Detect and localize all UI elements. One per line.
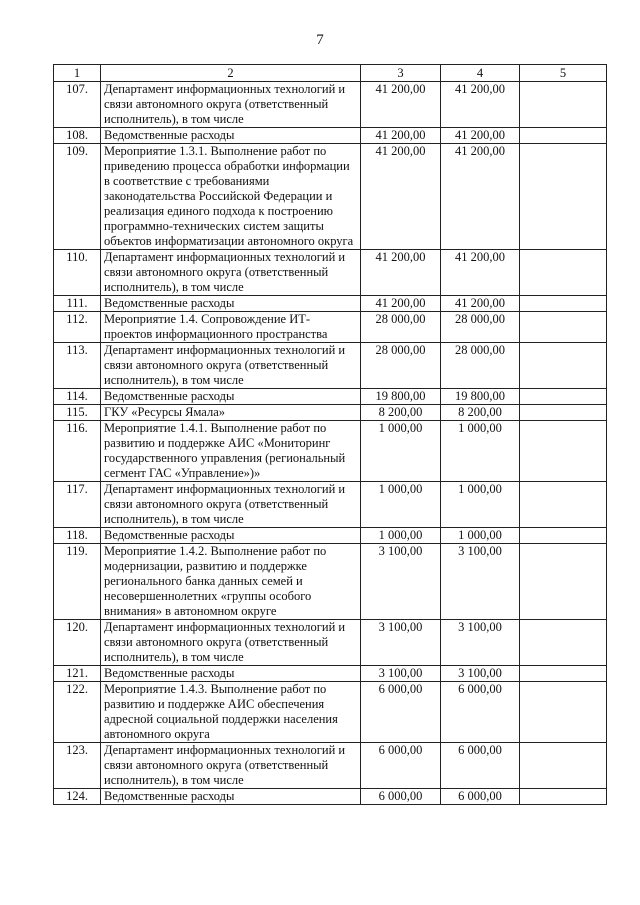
table-row — [54, 482, 607, 528]
table-row — [54, 250, 607, 296]
row-value-col3: 3 100,00 — [361, 544, 441, 620]
table-row — [54, 128, 607, 144]
row-number: 120. — [54, 620, 101, 666]
row-description: ГКУ «Ресурсы Ямала» — [101, 405, 361, 421]
table-row — [54, 312, 607, 343]
row-value-col3: 3 100,00 — [361, 620, 441, 666]
row-value-col4: 3 100,00 — [441, 544, 520, 620]
row-description: Департамент информационных технологий и связи автономного округа (ответственный исполнитель), в том числе — [101, 82, 361, 128]
row-value-col5 — [520, 682, 607, 743]
table-row — [54, 82, 607, 128]
row-value-col4: 41 200,00 — [441, 296, 520, 312]
table-row — [54, 743, 607, 789]
row-description: Мероприятие 1.4. Сопровождение ИТ-проектов информационного пространства — [101, 312, 361, 343]
row-value-col3: 19 800,00 — [361, 389, 441, 405]
row-value-col4: 3 100,00 — [441, 666, 520, 682]
header-cell-4: 4 — [441, 65, 520, 82]
row-number: 113. — [54, 343, 101, 389]
table-row — [54, 528, 607, 544]
row-value-col4: 41 200,00 — [441, 82, 520, 128]
row-value-col4: 6 000,00 — [441, 743, 520, 789]
row-description: Ведомственные расходы — [101, 296, 361, 312]
row-number: 114. — [54, 389, 101, 405]
header-cell-3: 3 — [361, 65, 441, 82]
row-description: Мероприятие 1.4.2. Выполнение работ по модернизации, развитию и поддержке регионального банка данных семей и несовершеннолетних «группы особого внимания» в автономном округе — [101, 544, 361, 620]
table-row — [54, 544, 607, 620]
row-value-col3: 6 000,00 — [361, 682, 441, 743]
row-value-col3: 1 000,00 — [361, 421, 441, 482]
row-description: Департамент информационных технологий и связи автономного округа (ответственный исполнитель), в том числе — [101, 250, 361, 296]
table-row — [54, 682, 607, 743]
row-description: Мероприятие 1.3.1. Выполнение работ по приведению процесса обработки информации в соответствие с требованиями законодательства Российской Федерации и реализация единого подхода к построению программно-технических систем защиты объектов информатизации автономного округа — [101, 144, 361, 250]
row-description: Ведомственные расходы — [101, 528, 361, 544]
row-value-col3: 41 200,00 — [361, 144, 441, 250]
row-description: Департамент информационных технологий и связи автономного округа (ответственный исполнитель), в том числе — [101, 482, 361, 528]
row-number: 110. — [54, 250, 101, 296]
row-value-col3: 41 200,00 — [361, 250, 441, 296]
row-value-col4: 1 000,00 — [441, 528, 520, 544]
row-value-col3: 1 000,00 — [361, 482, 441, 528]
table-row — [54, 389, 607, 405]
budget-table — [53, 64, 607, 805]
row-value-col4: 6 000,00 — [441, 789, 520, 805]
row-value-col5 — [520, 144, 607, 250]
row-value-col4: 3 100,00 — [441, 620, 520, 666]
row-number: 116. — [54, 421, 101, 482]
table-row — [54, 620, 607, 666]
row-value-col5 — [520, 82, 607, 128]
row-number: 124. — [54, 789, 101, 805]
row-number: 112. — [54, 312, 101, 343]
table-row — [54, 144, 607, 250]
row-value-col4: 28 000,00 — [441, 343, 520, 389]
row-value-col5 — [520, 743, 607, 789]
row-number: 118. — [54, 528, 101, 544]
table-row — [54, 296, 607, 312]
row-value-col3: 3 100,00 — [361, 666, 441, 682]
row-value-col5 — [520, 528, 607, 544]
row-value-col4: 41 200,00 — [441, 144, 520, 250]
table-row — [54, 789, 607, 805]
row-value-col3: 1 000,00 — [361, 528, 441, 544]
row-value-col5 — [520, 312, 607, 343]
row-value-col5 — [520, 250, 607, 296]
row-value-col4: 41 200,00 — [441, 128, 520, 144]
row-value-col5 — [520, 421, 607, 482]
row-number: 111. — [54, 296, 101, 312]
row-value-col5 — [520, 666, 607, 682]
table-row — [54, 405, 607, 421]
row-value-col4: 41 200,00 — [441, 250, 520, 296]
header-cell-2: 2 — [101, 65, 361, 82]
row-value-col3: 6 000,00 — [361, 789, 441, 805]
row-number: 109. — [54, 144, 101, 250]
row-description: Ведомственные расходы — [101, 389, 361, 405]
row-description: Департамент информационных технологий и связи автономного округа (ответственный исполнитель), в том числе — [101, 620, 361, 666]
row-number: 123. — [54, 743, 101, 789]
row-value-col4: 19 800,00 — [441, 389, 520, 405]
row-description: Мероприятие 1.4.3. Выполнение работ по развитию и поддержке АИС обеспечения адресной социальной поддержки населения автономного округа — [101, 682, 361, 743]
row-value-col4: 28 000,00 — [441, 312, 520, 343]
row-value-col5 — [520, 620, 607, 666]
row-value-col3: 41 200,00 — [361, 128, 441, 144]
table-row — [54, 421, 607, 482]
row-value-col5 — [520, 789, 607, 805]
row-number: 115. — [54, 405, 101, 421]
row-value-col5 — [520, 482, 607, 528]
header-cell-1: 1 — [54, 65, 101, 82]
row-number: 117. — [54, 482, 101, 528]
table-row — [54, 666, 607, 682]
row-value-col5 — [520, 128, 607, 144]
row-number: 122. — [54, 682, 101, 743]
row-description: Мероприятие 1.4.1. Выполнение работ по развитию и поддержке АИС «Мониторинг государственного управления (региональный сегмент ГАС «Управление»)» — [101, 421, 361, 482]
row-description: Департамент информационных технологий и связи автономного округа (ответственный исполнитель), в том числе — [101, 343, 361, 389]
row-description: Ведомственные расходы — [101, 666, 361, 682]
table-row — [54, 343, 607, 389]
row-number: 119. — [54, 544, 101, 620]
row-value-col4: 1 000,00 — [441, 421, 520, 482]
row-number: 108. — [54, 128, 101, 144]
row-value-col4: 8 200,00 — [441, 405, 520, 421]
header-row — [54, 65, 607, 82]
row-number: 107. — [54, 82, 101, 128]
row-value-col5 — [520, 389, 607, 405]
row-value-col5 — [520, 296, 607, 312]
row-description: Ведомственные расходы — [101, 789, 361, 805]
row-value-col3: 41 200,00 — [361, 82, 441, 128]
row-value-col5 — [520, 343, 607, 389]
row-value-col4: 1 000,00 — [441, 482, 520, 528]
row-description: Департамент информационных технологий и связи автономного округа (ответственный исполнитель), в том числе — [101, 743, 361, 789]
row-value-col3: 41 200,00 — [361, 296, 441, 312]
table-body — [54, 82, 607, 805]
row-description: Ведомственные расходы — [101, 128, 361, 144]
page-number: 7 — [316, 32, 324, 48]
row-value-col4: 6 000,00 — [441, 682, 520, 743]
header-cell-5: 5 — [520, 65, 607, 82]
row-value-col5 — [520, 544, 607, 620]
row-number: 121. — [54, 666, 101, 682]
row-value-col3: 6 000,00 — [361, 743, 441, 789]
row-value-col3: 28 000,00 — [361, 343, 441, 389]
row-value-col3: 8 200,00 — [361, 405, 441, 421]
row-value-col5 — [520, 405, 607, 421]
row-value-col3: 28 000,00 — [361, 312, 441, 343]
